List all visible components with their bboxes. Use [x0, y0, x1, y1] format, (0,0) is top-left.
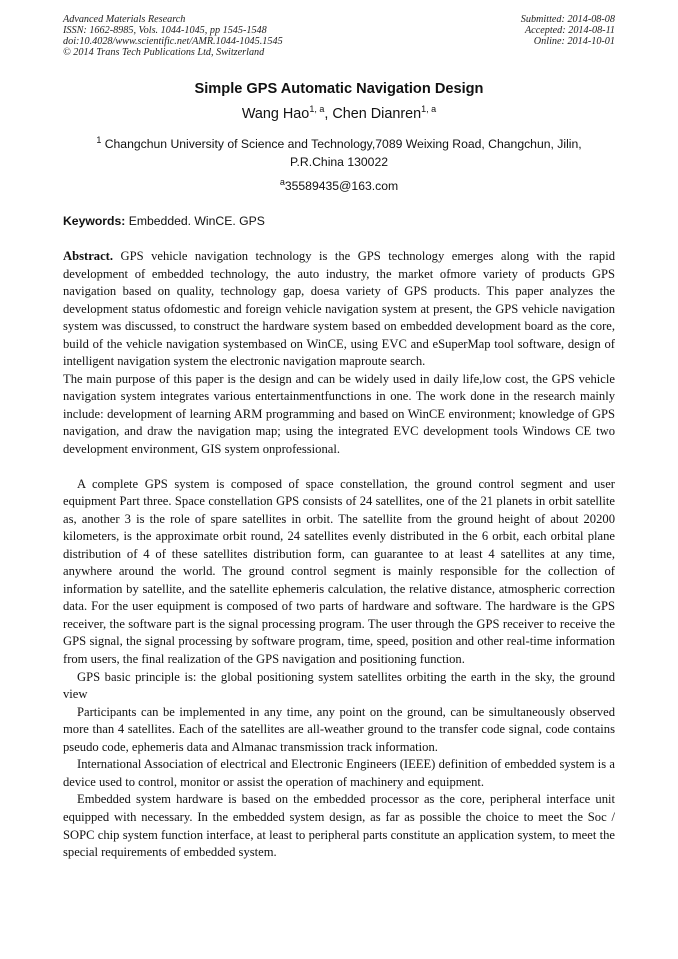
paper-body [63, 248, 615, 862]
affiliation-mark: 1 [96, 134, 102, 145]
dates-header [521, 14, 615, 47]
accepted-date: Accepted: 2014-08-11 [524, 25, 615, 36]
keywords [63, 213, 265, 229]
journal-header [63, 14, 283, 58]
author-name: Chen Dianren [332, 106, 422, 122]
body-paragraph: International Association of electrical and Electronic Engineers (IEEE) definition of embedded system is a device used to control, monitor or assist the operation of machinery and equipment. [63, 757, 615, 789]
author-affiliation-mark: 1, a [309, 104, 325, 115]
email-text: 35589435@163.com [284, 179, 399, 193]
issn-line: ISSN: 1662-8985, Vols. 1044-1045, pp 1545-1548 [63, 25, 267, 36]
paper-title: Simple GPS Automatic Navigation Design [194, 81, 484, 97]
author-email [0, 178, 678, 194]
email-mark: a [279, 176, 285, 187]
body-paragraph: Participants can be implemented in any time, any point on the ground, can be simultaneously observed more than 4 satellites. Each of the satellites are all-weather ground to the transfer code signal, code contains pseudo code, ephemeris data and Almanac transmission track information. [63, 704, 615, 754]
author-name: Wang Hao [241, 106, 310, 122]
abstract-paragraph [63, 248, 615, 371]
abstract-text: GPS vehicle navigation technology is the GPS technology emerges along with the rapid development of embedded technology, the auto industry, the market ofmore variety of products GPS navigation based on quality, technology gap, doesa variety of GPS products. This paper analyzes the development status ofdomestic and foreign vehicle navigation system at present, the GPS vehicle navigation system was discussed, to construct the hardware system based on embedded development board as the core, build of the vehicle navigation systembased on WinCE, using EVC and eSuperMap tool software, design of intelligent navigation system the electronic navigation maproute search. [63, 249, 615, 369]
body-paragraph: GPS basic principle is: the global positioning system satellites orbiting the earth in the sky, the ground view [63, 669, 615, 702]
author-list [0, 104, 678, 124]
doi-line: doi:10.4028/www.scientific.net/AMR.1044-1045.1545 [63, 36, 283, 47]
submitted-date: Submitted: 2014-08-08 [520, 14, 615, 25]
abstract-label: Abstract. [63, 249, 114, 263]
journal-name: Advanced Materials Research [63, 14, 186, 25]
keywords-label: Keywords: [63, 214, 126, 228]
keywords-text: Embedded. WinCE. GPS [125, 214, 265, 228]
author-separator: , [324, 106, 333, 122]
body-paragraph: A complete GPS system is composed of space constellation, the ground control segment and user equipment Part three. Space constellation GPS consists of 24 satellites, one of the 21 planets in orbit satellite as, another 3 is the role of spare satellites in orbit. The satellite from the ground height of about 20200 kilometers, is the approximate orbit round, 24 satellites evenly distributed in the 6 orbit, each orbital plane distribution of 4 of these satellites distribution form, can guarantee to at least 4 satellites at any time, anywhere around the world. The ground control segment is mainly responsible for the collection of information by satellite, and the satellite ephemeris calculation, the relative distance, atmospheric correction data. For the user equipment is composed of two parts of hardware and software. The hardware is the GPS receiver, the software part is the signal processing program. The user through the GPS receiver to receive the GPS signal, the signal processing by software program, time, speed, position and other real-time information from users, the final realization of the GPS navigation and positioning function. [63, 476, 615, 667]
affiliation [80, 135, 598, 171]
body-paragraph: The main purpose of this paper is the design and can be widely used in daily life,low cost, the GPS vehicle navigation system integrates various entertainmentfunctions in one. The work done in the research mainly include: development of learning ARM programming and based on WinCE environment; knowledge of GPS navigation, and draw the navigation map; using the integrated EVC development tools Windows CE two development environment, GIS system onprofessional. [63, 371, 615, 457]
author-affiliation-mark: 1, a [421, 104, 437, 115]
affiliation-text: Changchun University of Science and Technology,7089 Weixing Road, Changchun, Jilin, P.R.China 130022 [101, 137, 582, 169]
copyright-line: © 2014 Trans Tech Publications Ltd, Switzerland [63, 47, 265, 58]
online-date: Online: 2014-10-01 [533, 36, 615, 47]
body-paragraph: Embedded system hardware is based on the embedded processor as the core, peripheral interface unit equipped with necessary. In the embedded system design, as far as possible the choice to meet the Soc / SOPC chip system function interface, at least to peripheral parts constitute an application system, to meet the special requirements of embedded system. [63, 792, 615, 860]
